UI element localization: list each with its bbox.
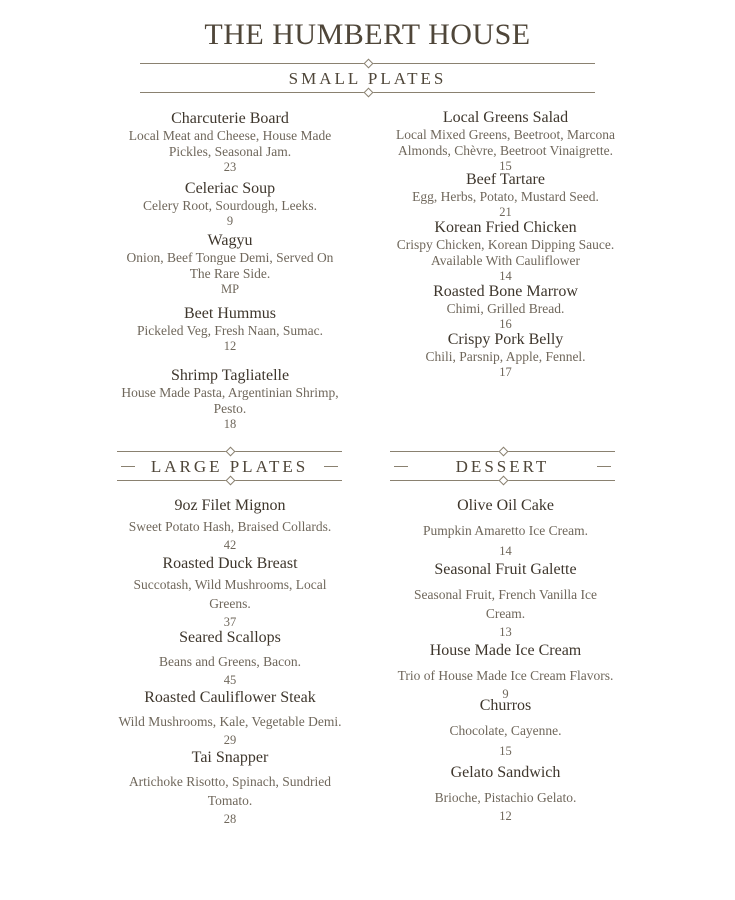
item-description: Artichoke Risotto, Spinach, Sundried Tomato.	[128, 774, 332, 808]
item-price: 18	[223, 417, 237, 431]
menu-item	[115, 629, 345, 687]
menu-item	[393, 283, 618, 331]
item-name: Beet Hummus	[184, 305, 276, 322]
item-description: Onion, Beef Tongue Demi, Served On The Rare Side.	[126, 250, 334, 281]
item-description: Pumpkin Amaretto Ice Cream.	[423, 523, 588, 538]
item-price: 21	[499, 205, 512, 219]
item-description: Pickeled Veg, Fresh Naan, Sumac.	[136, 323, 324, 338]
menu-item	[393, 497, 618, 558]
dessert-column	[393, 497, 618, 823]
item-name: Shrimp Tagliatelle	[170, 367, 290, 384]
dessert-banner	[390, 448, 615, 484]
item-description: Chocolate, Cayenne.	[449, 723, 562, 738]
item-price: 23	[223, 160, 237, 174]
small-plates-right-column	[393, 109, 618, 379]
item-name: Roasted Duck Breast	[162, 555, 298, 572]
menu-item	[115, 749, 345, 826]
menu-item	[393, 171, 618, 219]
large-plates-heading: LARGE PLATES	[150, 457, 309, 476]
item-name: Gelato Sandwich	[450, 764, 561, 781]
dessert-heading: DESSERT	[455, 457, 550, 476]
item-description: Local Meat and Cheese, House Made Pickles, Seasonal Jam.	[128, 128, 332, 159]
menu-title: THE HUMBERT HOUSE	[204, 18, 531, 51]
item-description: Local Mixed Greens, Beetroot, Marcona Almonds, Chèvre, Beetroot Vinaigrette.	[396, 127, 615, 158]
small-plates-heading: SMALL PLATES	[288, 69, 447, 88]
item-description: Beans and Greens, Bacon.	[158, 654, 302, 669]
menu-item	[115, 367, 345, 431]
menu-item	[393, 764, 618, 823]
item-name: Roasted Cauliflower Steak	[144, 689, 316, 706]
large-plates-column	[115, 497, 345, 826]
item-name: Roasted Bone Marrow	[433, 283, 578, 300]
menu-item	[393, 331, 618, 379]
item-price: 28	[223, 812, 237, 826]
item-name: Tai Snapper	[191, 749, 269, 766]
menu-item	[115, 305, 345, 353]
item-description: Seasonal Fruit, French Vanilla Ice Cream.	[413, 587, 598, 621]
menu-item	[393, 561, 618, 639]
item-price: 42	[223, 538, 237, 552]
item-price: 15	[499, 159, 512, 173]
item-description: Succotash, Wild Mushrooms, Local Greens.	[133, 577, 327, 611]
item-description: Crispy Chicken, Korean Dipping Sauce. Available With Cauliflower	[396, 237, 615, 268]
item-description: Egg, Herbs, Potato, Mustard Seed.	[412, 189, 599, 204]
item-name: Korean Fried Chicken	[434, 219, 577, 236]
item-price: 9	[226, 214, 234, 228]
item-price: 15	[499, 744, 512, 758]
menu-item	[115, 232, 345, 296]
item-name: Seared Scallops	[179, 629, 281, 646]
item-description: Wild Mushrooms, Kale, Vegetable Demi.	[118, 714, 342, 729]
item-price: MP	[220, 282, 240, 296]
large-plates-banner	[117, 448, 342, 484]
item-price: 9	[502, 687, 509, 701]
item-name: Beef Tartare	[466, 171, 545, 188]
item-description: Chimi, Grilled Bread.	[446, 301, 565, 316]
item-name: Churros	[479, 697, 532, 714]
item-description: House Made Pasta, Argentinian Shrimp, Pesto.	[121, 385, 339, 416]
menu-item	[393, 642, 618, 701]
item-price: 12	[223, 339, 237, 353]
item-price: 14	[499, 269, 512, 283]
item-price: 37	[223, 615, 237, 629]
item-name: Charcuterie Board	[171, 110, 289, 127]
small-plates-left-column	[115, 110, 345, 431]
item-description: Trio of House Made Ice Cream Flavors.	[397, 668, 614, 683]
item-description: Sweet Potato Hash, Braised Collards.	[128, 519, 332, 534]
item-name: 9oz Filet Mignon	[174, 497, 286, 514]
item-price: 14	[499, 544, 512, 558]
item-name: Crispy Pork Belly	[447, 331, 564, 348]
menu-item	[115, 555, 345, 629]
menu-item	[115, 689, 345, 747]
item-description: Brioche, Pistachio Gelato.	[434, 790, 577, 805]
item-name: Seasonal Fruit Galette	[434, 561, 577, 578]
item-name: Wagyu	[207, 232, 253, 249]
item-price: 45	[223, 673, 237, 687]
menu-item	[115, 110, 345, 174]
item-price: 12	[499, 809, 512, 823]
small-plates-banner	[140, 60, 595, 96]
item-description: Celery Root, Sourdough, Leeks.	[143, 198, 317, 213]
item-name: Local Greens Salad	[442, 109, 569, 126]
menu-item	[115, 180, 345, 228]
item-name: House Made Ice Cream	[429, 642, 582, 659]
item-price: 16	[499, 317, 512, 331]
menu-item	[393, 697, 618, 758]
menu-item	[393, 219, 618, 283]
menu-item	[115, 497, 345, 552]
item-name: Olive Oil Cake	[457, 497, 554, 514]
menu-item	[393, 109, 618, 173]
item-price: 29	[223, 733, 237, 747]
item-price: 13	[499, 625, 512, 639]
item-name: Celeriac Soup	[184, 180, 276, 197]
item-description: Chili, Parsnip, Apple, Fennel.	[425, 349, 586, 364]
item-price: 17	[499, 365, 512, 379]
